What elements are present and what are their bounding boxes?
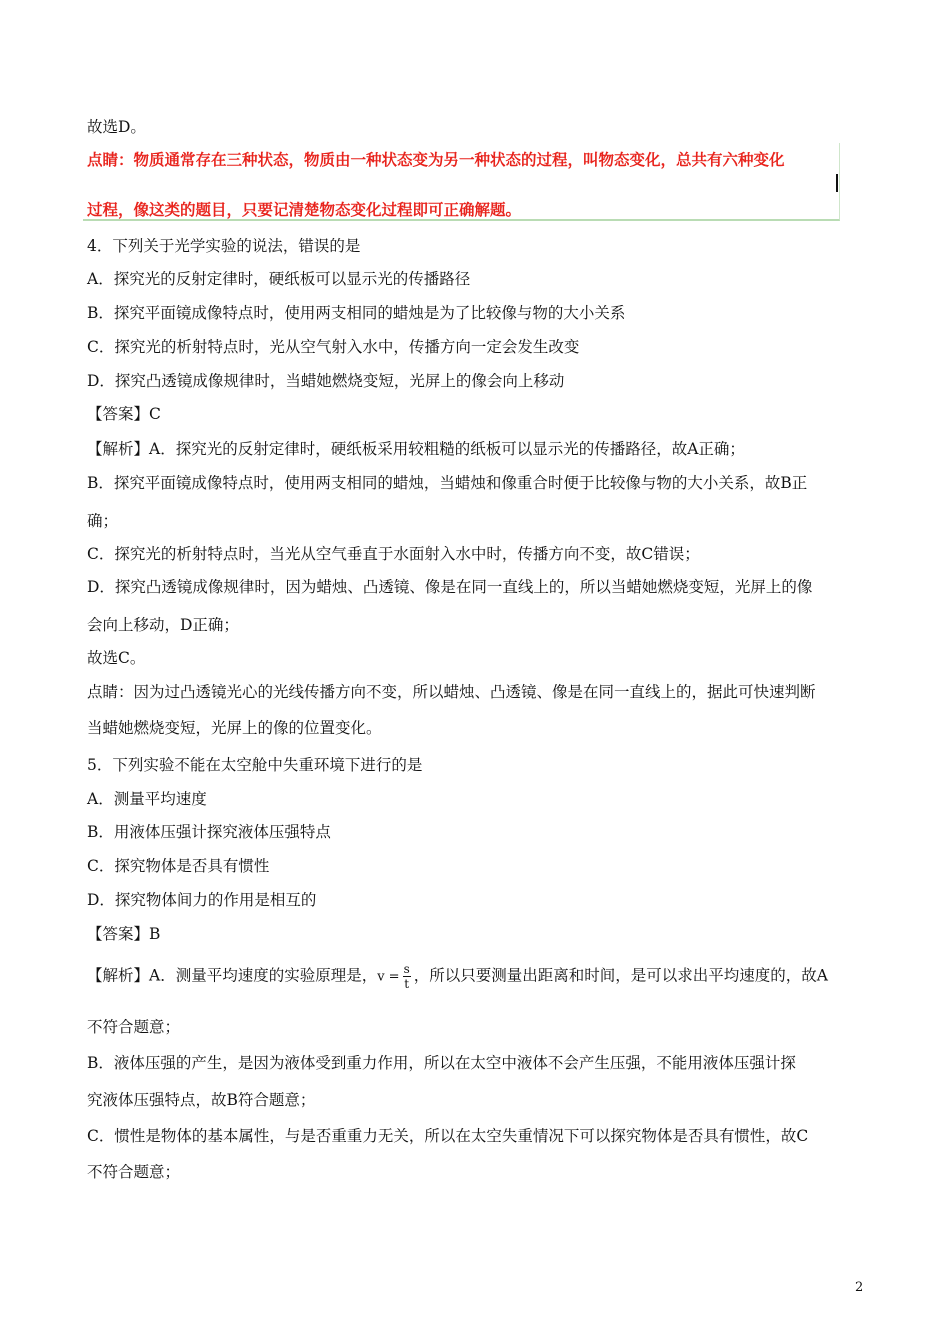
q5-answer: 【答案】B (87, 925, 161, 943)
q4-analysis-line: 【解析】A．探究光的反射定律时，硬纸板采用较粗糙的纸板可以显示光的传播路径，故A正确； (87, 440, 745, 458)
q5-analysis-a (87, 962, 828, 991)
q4-option-b: B．探究平面镜成像特点时，使用两支相同的蜡烛是为了比较像与物的大小关系 (87, 304, 626, 322)
q5-analysis-line: 不符合题意； (87, 1018, 181, 1036)
q5-option-c: C．探究物体是否具有惯性 (87, 857, 270, 875)
text-cursor (836, 174, 838, 192)
formula-lhs: v = (377, 969, 400, 985)
q4-analysis-line: B．探究平面镜成像特点时，使用两支相同的蜡烛，当蜡烛和像重合时便于比较像与物的大小关系，故B正 (87, 474, 808, 492)
conclusion-text: 故选D。 (87, 118, 146, 136)
q5-option-d: D．探究物体间力的作用是相互的 (87, 891, 317, 909)
q4-analysis-line: 确； (87, 512, 119, 530)
q5-option-a: A．测量平均速度 (87, 790, 207, 808)
q4-conclusion: 故选C。 (87, 649, 146, 667)
q5-stem: 5．下列实验不能在太空舱中失重环境下进行的是 (87, 756, 423, 774)
fraction-denominator: t (404, 977, 410, 991)
q4-option-a: A．探究光的反射定律时，硬纸板可以显示光的传播路径 (87, 270, 471, 288)
q5-analysis-line: B．液体压强的产生，是因为液体受到重力作用，所以在太空中液体不会产生压强，不能用液体压强计探 (87, 1054, 796, 1072)
q5-analysis-a-suffix: ，所以只要测量出距离和时间，是可以求出平均速度的，故A (413, 966, 828, 985)
fraction-numerator: s (403, 962, 410, 976)
q4-analysis-line: 会向上移动，D正确； (87, 616, 239, 634)
q5-option-b: B．用液体压强计探究液体压强特点 (87, 823, 331, 841)
q4-stem: 4．下列关于光学实验的说法，错误的是 (87, 237, 361, 255)
q4-tip-line: 点睛：因为过凸透镜光心的光线传播方向不变，所以蜡烛、凸透镜、像是在同一直线上的，据此可快速判断 (87, 683, 816, 701)
velocity-fraction (403, 962, 411, 991)
q4-option-d: D．探究凸透镜成像规律时，当蜡她燃烧变短，光屏上的像会向上移动 (87, 372, 565, 390)
q5-analysis-line: C．惯性是物体的基本属性，与是否重重力无关，所以在太空失重情况下可以探究物体是否具有惯性，故C (87, 1127, 809, 1145)
page-number: 2 (855, 1280, 864, 1295)
q4-option-c: C．探究光的析射特点时，光从空气射入水中，传播方向一定会发生改变 (87, 338, 580, 356)
q4-analysis-line: D．探究凸透镜成像规律时，因为蜡烛、凸透镜、像是在同一直线上的，所以当蜡她燃烧变短，光屏上的像 (87, 578, 813, 596)
q5-analysis-line: 不符合题意； (87, 1163, 181, 1181)
q5-analysis-a-prefix: 【解析】A．测量平均速度的实验原理是， (87, 966, 378, 985)
q4-analysis-line: C．探究光的析射特点时，当光从空气垂直于水面射入水中时，传播方向不变，故C错误； (87, 545, 700, 563)
note-line-2: 过程，像这类的题目，只要记清楚物态变化过程即可正确解题。 (87, 201, 522, 219)
q4-tip-line: 当蜡她燃烧变短，光屏上的像的位置变化。 (87, 719, 382, 737)
q5-analysis-line: 究液体压强特点，故B符合题意； (87, 1091, 316, 1109)
q4-answer: 【答案】C (87, 405, 161, 423)
note-line-1: 点睛：物质通常存在三种状态，物质由一种状态变为另一种状态的过程，叫物态变化，总共有六种变化 (87, 151, 785, 169)
